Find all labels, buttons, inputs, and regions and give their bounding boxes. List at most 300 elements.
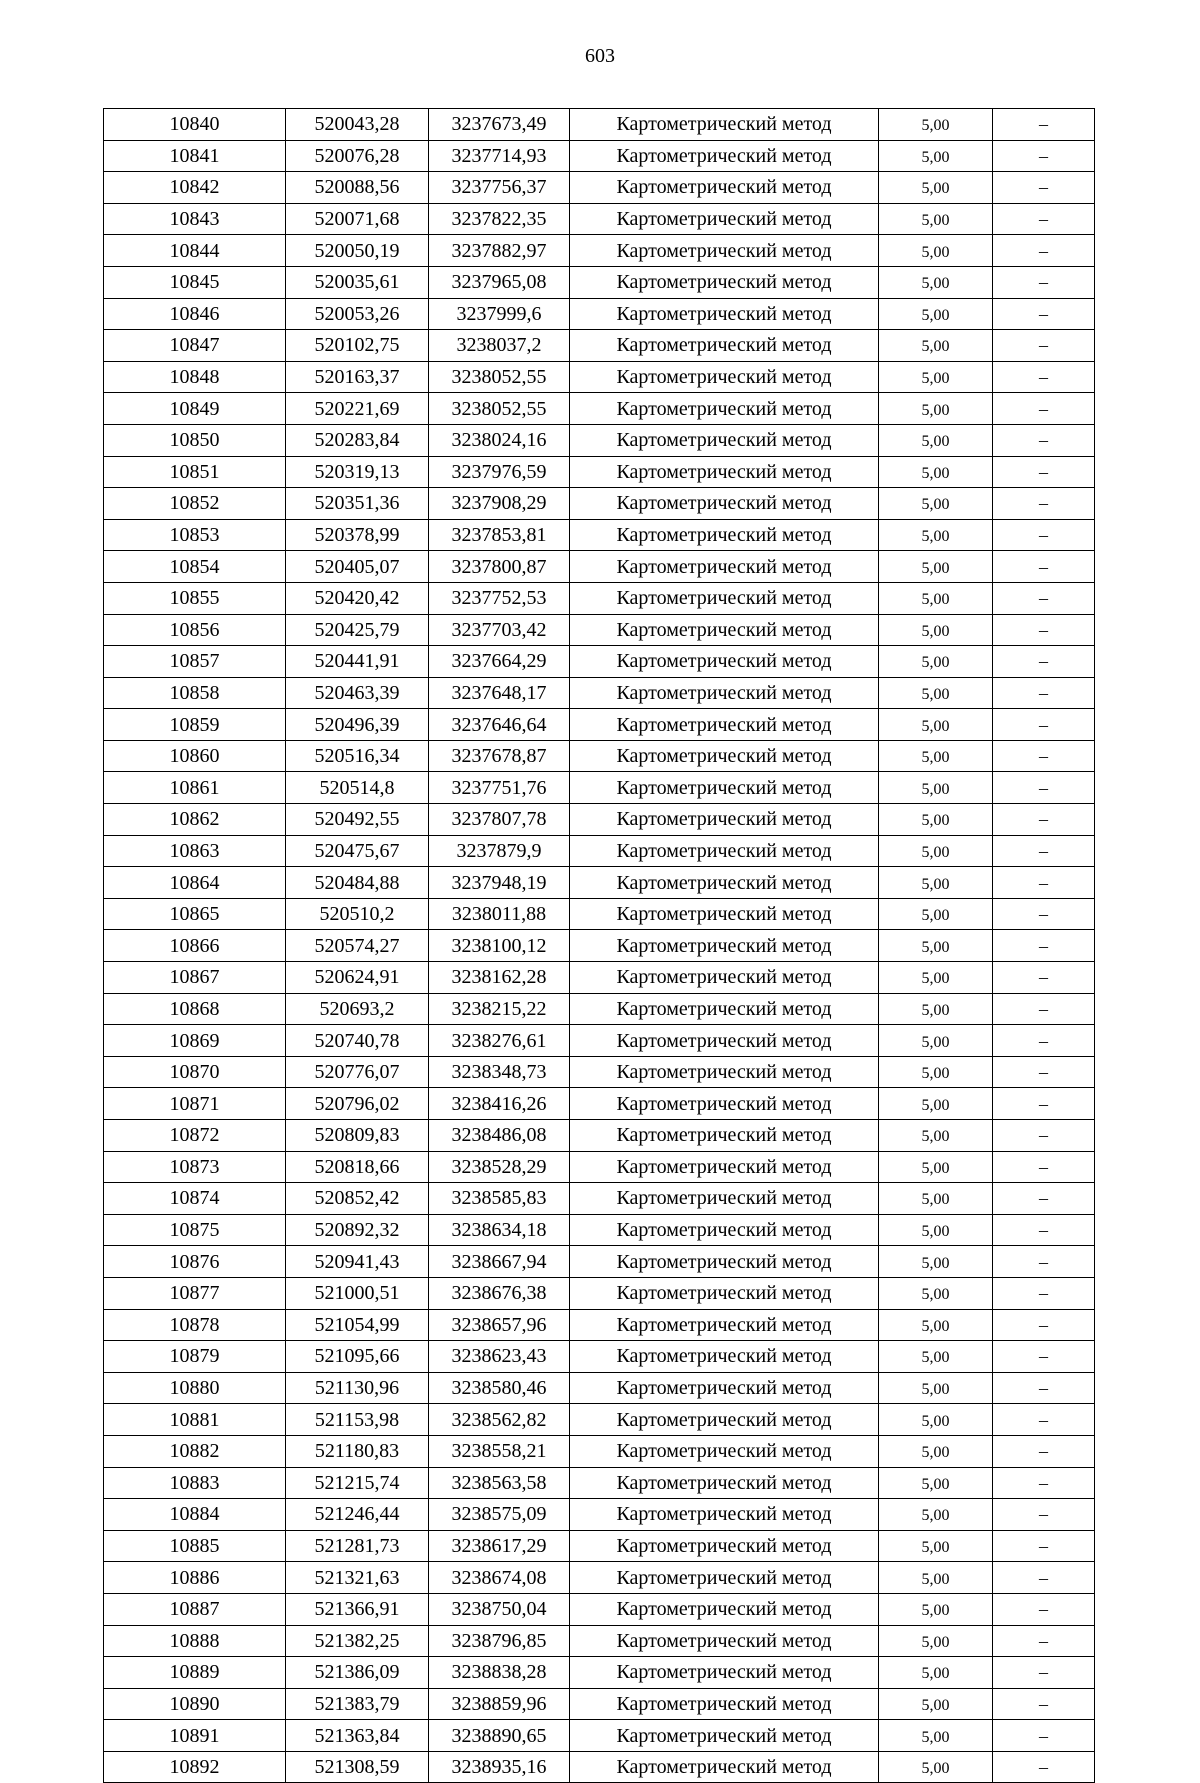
accuracy-cell: 5,00 bbox=[879, 235, 993, 267]
note-cell: – bbox=[993, 1688, 1095, 1720]
x-coordinate-cell: 521000,51 bbox=[286, 1277, 429, 1309]
note-cell: – bbox=[993, 1435, 1095, 1467]
y-coordinate-cell: 3238037,2 bbox=[429, 330, 570, 362]
note-cell: – bbox=[993, 1151, 1095, 1183]
table-row bbox=[104, 298, 1095, 330]
y-coordinate-cell: 3237648,17 bbox=[429, 677, 570, 709]
method-cell: Картометрический метод bbox=[570, 140, 879, 172]
accuracy-cell: 5,00 bbox=[879, 1277, 993, 1309]
y-coordinate-cell: 3237646,64 bbox=[429, 709, 570, 741]
y-coordinate-cell: 3238575,09 bbox=[429, 1499, 570, 1531]
table-row bbox=[104, 109, 1095, 141]
accuracy-cell: 5,00 bbox=[879, 614, 993, 646]
table-row bbox=[104, 1657, 1095, 1689]
accuracy-cell: 5,00 bbox=[879, 1435, 993, 1467]
accuracy-cell: 5,00 bbox=[879, 519, 993, 551]
table-row bbox=[104, 330, 1095, 362]
x-coordinate-cell: 521130,96 bbox=[286, 1372, 429, 1404]
table-row bbox=[104, 393, 1095, 425]
note-cell: – bbox=[993, 1593, 1095, 1625]
point-number-cell: 10868 bbox=[104, 993, 286, 1025]
point-number-cell: 10856 bbox=[104, 614, 286, 646]
note-cell: – bbox=[993, 993, 1095, 1025]
point-number-cell: 10864 bbox=[104, 867, 286, 899]
x-coordinate-cell: 520818,66 bbox=[286, 1151, 429, 1183]
y-coordinate-cell: 3237976,59 bbox=[429, 456, 570, 488]
method-cell: Картометрический метод bbox=[570, 1056, 879, 1088]
point-number-cell: 10846 bbox=[104, 298, 286, 330]
x-coordinate-cell: 521153,98 bbox=[286, 1404, 429, 1436]
method-cell: Картометрический метод bbox=[570, 646, 879, 678]
x-coordinate-cell: 520776,07 bbox=[286, 1056, 429, 1088]
note-cell: – bbox=[993, 1562, 1095, 1594]
note-cell: – bbox=[993, 1467, 1095, 1499]
accuracy-cell: 5,00 bbox=[879, 1246, 993, 1278]
note-cell: – bbox=[993, 835, 1095, 867]
table-row bbox=[104, 1530, 1095, 1562]
point-number-cell: 10859 bbox=[104, 709, 286, 741]
x-coordinate-cell: 520809,83 bbox=[286, 1120, 429, 1152]
y-coordinate-cell: 3237664,29 bbox=[429, 646, 570, 678]
accuracy-cell: 5,00 bbox=[879, 140, 993, 172]
x-coordinate-cell: 521281,73 bbox=[286, 1530, 429, 1562]
y-coordinate-cell: 3238100,12 bbox=[429, 930, 570, 962]
method-cell: Картометрический метод bbox=[570, 393, 879, 425]
method-cell: Картометрический метод bbox=[570, 1467, 879, 1499]
y-coordinate-cell: 3238486,08 bbox=[429, 1120, 570, 1152]
point-number-cell: 10879 bbox=[104, 1341, 286, 1373]
note-cell: – bbox=[993, 1530, 1095, 1562]
method-cell: Картометрический метод bbox=[570, 804, 879, 836]
y-coordinate-cell: 3238348,73 bbox=[429, 1056, 570, 1088]
accuracy-cell: 5,00 bbox=[879, 172, 993, 204]
table-row bbox=[104, 1341, 1095, 1373]
table-row bbox=[104, 1435, 1095, 1467]
y-coordinate-cell: 3238416,26 bbox=[429, 1088, 570, 1120]
table-row bbox=[104, 1625, 1095, 1657]
method-cell: Картометрический метод bbox=[570, 835, 879, 867]
x-coordinate-cell: 520035,61 bbox=[286, 266, 429, 298]
x-coordinate-cell: 520475,67 bbox=[286, 835, 429, 867]
x-coordinate-cell: 520852,42 bbox=[286, 1183, 429, 1215]
note-cell: – bbox=[993, 1372, 1095, 1404]
accuracy-cell: 5,00 bbox=[879, 1404, 993, 1436]
y-coordinate-cell: 3237714,93 bbox=[429, 140, 570, 172]
x-coordinate-cell: 520405,07 bbox=[286, 551, 429, 583]
method-cell: Картометрический метод bbox=[570, 772, 879, 804]
y-coordinate-cell: 3238011,88 bbox=[429, 898, 570, 930]
note-cell: – bbox=[993, 1309, 1095, 1341]
note-cell: – bbox=[993, 424, 1095, 456]
accuracy-cell: 5,00 bbox=[879, 1688, 993, 1720]
accuracy-cell: 5,00 bbox=[879, 898, 993, 930]
accuracy-cell: 5,00 bbox=[879, 962, 993, 994]
table-row bbox=[104, 266, 1095, 298]
method-cell: Картометрический метод bbox=[570, 709, 879, 741]
page-number: 603 bbox=[585, 45, 615, 67]
accuracy-cell: 5,00 bbox=[879, 1530, 993, 1562]
x-coordinate-cell: 520351,36 bbox=[286, 488, 429, 520]
point-number-cell: 10871 bbox=[104, 1088, 286, 1120]
table-row bbox=[104, 172, 1095, 204]
x-coordinate-cell: 520514,8 bbox=[286, 772, 429, 804]
x-coordinate-cell: 520492,55 bbox=[286, 804, 429, 836]
accuracy-cell: 5,00 bbox=[879, 1467, 993, 1499]
x-coordinate-cell: 520463,39 bbox=[286, 677, 429, 709]
method-cell: Картометрический метод bbox=[570, 1530, 879, 1562]
table-row bbox=[104, 203, 1095, 235]
table-row bbox=[104, 772, 1095, 804]
y-coordinate-cell: 3237948,19 bbox=[429, 867, 570, 899]
method-cell: Картометрический метод bbox=[570, 361, 879, 393]
point-number-cell: 10873 bbox=[104, 1151, 286, 1183]
accuracy-cell: 5,00 bbox=[879, 930, 993, 962]
note-cell: – bbox=[993, 1246, 1095, 1278]
note-cell: – bbox=[993, 740, 1095, 772]
note-cell: – bbox=[993, 1404, 1095, 1436]
x-coordinate-cell: 520102,75 bbox=[286, 330, 429, 362]
accuracy-cell: 5,00 bbox=[879, 646, 993, 678]
accuracy-cell: 5,00 bbox=[879, 677, 993, 709]
point-number-cell: 10892 bbox=[104, 1751, 286, 1783]
point-number-cell: 10874 bbox=[104, 1183, 286, 1215]
table-row bbox=[104, 1593, 1095, 1625]
point-number-cell: 10889 bbox=[104, 1657, 286, 1689]
y-coordinate-cell: 3238890,65 bbox=[429, 1720, 570, 1752]
point-number-cell: 10881 bbox=[104, 1404, 286, 1436]
x-coordinate-cell: 520088,56 bbox=[286, 172, 429, 204]
note-cell: – bbox=[993, 1056, 1095, 1088]
table-row bbox=[104, 835, 1095, 867]
note-cell: – bbox=[993, 456, 1095, 488]
y-coordinate-cell: 3237853,81 bbox=[429, 519, 570, 551]
point-number-cell: 10887 bbox=[104, 1593, 286, 1625]
note-cell: – bbox=[993, 804, 1095, 836]
x-coordinate-cell: 520425,79 bbox=[286, 614, 429, 646]
y-coordinate-cell: 3237800,87 bbox=[429, 551, 570, 583]
accuracy-cell: 5,00 bbox=[879, 772, 993, 804]
y-coordinate-cell: 3238667,94 bbox=[429, 1246, 570, 1278]
method-cell: Картометрический метод bbox=[570, 266, 879, 298]
x-coordinate-cell: 520892,32 bbox=[286, 1214, 429, 1246]
point-number-cell: 10842 bbox=[104, 172, 286, 204]
accuracy-cell: 5,00 bbox=[879, 993, 993, 1025]
y-coordinate-cell: 3238859,96 bbox=[429, 1688, 570, 1720]
method-cell: Картометрический метод bbox=[570, 1562, 879, 1594]
table-row bbox=[104, 488, 1095, 520]
note-cell: – bbox=[993, 614, 1095, 646]
x-coordinate-cell: 520076,28 bbox=[286, 140, 429, 172]
coordinates-table bbox=[103, 108, 1095, 1783]
accuracy-cell: 5,00 bbox=[879, 203, 993, 235]
accuracy-cell: 5,00 bbox=[879, 1562, 993, 1594]
x-coordinate-cell: 520163,37 bbox=[286, 361, 429, 393]
accuracy-cell: 5,00 bbox=[879, 867, 993, 899]
method-cell: Картометрический метод bbox=[570, 519, 879, 551]
accuracy-cell: 5,00 bbox=[879, 582, 993, 614]
note-cell: – bbox=[993, 1277, 1095, 1309]
point-number-cell: 10852 bbox=[104, 488, 286, 520]
note-cell: – bbox=[993, 1088, 1095, 1120]
y-coordinate-cell: 3238528,29 bbox=[429, 1151, 570, 1183]
point-number-cell: 10867 bbox=[104, 962, 286, 994]
method-cell: Картометрический метод bbox=[570, 962, 879, 994]
accuracy-cell: 5,00 bbox=[879, 709, 993, 741]
method-cell: Картометрический метод bbox=[570, 1657, 879, 1689]
method-cell: Картометрический метод bbox=[570, 582, 879, 614]
method-cell: Картометрический метод bbox=[570, 109, 879, 141]
accuracy-cell: 5,00 bbox=[879, 1625, 993, 1657]
x-coordinate-cell: 520516,34 bbox=[286, 740, 429, 772]
y-coordinate-cell: 3238634,18 bbox=[429, 1214, 570, 1246]
note-cell: – bbox=[993, 962, 1095, 994]
method-cell: Картометрический метод bbox=[570, 1625, 879, 1657]
method-cell: Картометрический метод bbox=[570, 1277, 879, 1309]
y-coordinate-cell: 3238276,61 bbox=[429, 1025, 570, 1057]
table-row bbox=[104, 709, 1095, 741]
accuracy-cell: 5,00 bbox=[879, 456, 993, 488]
table-row bbox=[104, 1404, 1095, 1436]
note-cell: – bbox=[993, 172, 1095, 204]
y-coordinate-cell: 3238796,85 bbox=[429, 1625, 570, 1657]
x-coordinate-cell: 521321,63 bbox=[286, 1562, 429, 1594]
x-coordinate-cell: 520420,42 bbox=[286, 582, 429, 614]
method-cell: Картометрический метод bbox=[570, 1151, 879, 1183]
x-coordinate-cell: 520496,39 bbox=[286, 709, 429, 741]
y-coordinate-cell: 3237678,87 bbox=[429, 740, 570, 772]
point-number-cell: 10878 bbox=[104, 1309, 286, 1341]
note-cell: – bbox=[993, 235, 1095, 267]
table-row bbox=[104, 993, 1095, 1025]
point-number-cell: 10848 bbox=[104, 361, 286, 393]
point-number-cell: 10847 bbox=[104, 330, 286, 362]
point-number-cell: 10858 bbox=[104, 677, 286, 709]
x-coordinate-cell: 520624,91 bbox=[286, 962, 429, 994]
method-cell: Картометрический метод bbox=[570, 456, 879, 488]
x-coordinate-cell: 521246,44 bbox=[286, 1499, 429, 1531]
accuracy-cell: 5,00 bbox=[879, 1720, 993, 1752]
table-row bbox=[104, 1120, 1095, 1152]
x-coordinate-cell: 520071,68 bbox=[286, 203, 429, 235]
note-cell: – bbox=[993, 1025, 1095, 1057]
point-number-cell: 10872 bbox=[104, 1120, 286, 1152]
y-coordinate-cell: 3238580,46 bbox=[429, 1372, 570, 1404]
note-cell: – bbox=[993, 1751, 1095, 1783]
x-coordinate-cell: 520510,2 bbox=[286, 898, 429, 930]
accuracy-cell: 5,00 bbox=[879, 1341, 993, 1373]
method-cell: Картометрический метод bbox=[570, 330, 879, 362]
accuracy-cell: 5,00 bbox=[879, 424, 993, 456]
point-number-cell: 10841 bbox=[104, 140, 286, 172]
point-number-cell: 10843 bbox=[104, 203, 286, 235]
method-cell: Картометрический метод bbox=[570, 1593, 879, 1625]
note-cell: – bbox=[993, 266, 1095, 298]
table-row bbox=[104, 1467, 1095, 1499]
accuracy-cell: 5,00 bbox=[879, 109, 993, 141]
accuracy-cell: 5,00 bbox=[879, 330, 993, 362]
note-cell: – bbox=[993, 1625, 1095, 1657]
x-coordinate-cell: 520319,13 bbox=[286, 456, 429, 488]
x-coordinate-cell: 520441,91 bbox=[286, 646, 429, 678]
y-coordinate-cell: 3238585,83 bbox=[429, 1183, 570, 1215]
method-cell: Картометрический метод bbox=[570, 993, 879, 1025]
note-cell: – bbox=[993, 298, 1095, 330]
note-cell: – bbox=[993, 646, 1095, 678]
point-number-cell: 10855 bbox=[104, 582, 286, 614]
note-cell: – bbox=[993, 1720, 1095, 1752]
table-row bbox=[104, 740, 1095, 772]
accuracy-cell: 5,00 bbox=[879, 361, 993, 393]
note-cell: – bbox=[993, 677, 1095, 709]
method-cell: Картометрический метод bbox=[570, 1341, 879, 1373]
note-cell: – bbox=[993, 551, 1095, 583]
method-cell: Картометрический метод bbox=[570, 1688, 879, 1720]
note-cell: – bbox=[993, 1183, 1095, 1215]
y-coordinate-cell: 3238657,96 bbox=[429, 1309, 570, 1341]
note-cell: – bbox=[993, 1657, 1095, 1689]
table-row bbox=[104, 1751, 1095, 1783]
accuracy-cell: 5,00 bbox=[879, 740, 993, 772]
y-coordinate-cell: 3238676,38 bbox=[429, 1277, 570, 1309]
point-number-cell: 10850 bbox=[104, 424, 286, 456]
y-coordinate-cell: 3237965,08 bbox=[429, 266, 570, 298]
point-number-cell: 10866 bbox=[104, 930, 286, 962]
table-row bbox=[104, 424, 1095, 456]
x-coordinate-cell: 520050,19 bbox=[286, 235, 429, 267]
note-cell: – bbox=[993, 140, 1095, 172]
point-number-cell: 10862 bbox=[104, 804, 286, 836]
table-row bbox=[104, 898, 1095, 930]
method-cell: Картометрический метод bbox=[570, 1309, 879, 1341]
point-number-cell: 10884 bbox=[104, 1499, 286, 1531]
table-row bbox=[104, 1499, 1095, 1531]
x-coordinate-cell: 520484,88 bbox=[286, 867, 429, 899]
point-number-cell: 10875 bbox=[104, 1214, 286, 1246]
point-number-cell: 10883 bbox=[104, 1467, 286, 1499]
table-row bbox=[104, 1183, 1095, 1215]
x-coordinate-cell: 520941,43 bbox=[286, 1246, 429, 1278]
table-row bbox=[104, 140, 1095, 172]
x-coordinate-cell: 521363,84 bbox=[286, 1720, 429, 1752]
y-coordinate-cell: 3238750,04 bbox=[429, 1593, 570, 1625]
y-coordinate-cell: 3237908,29 bbox=[429, 488, 570, 520]
method-cell: Картометрический метод bbox=[570, 1120, 879, 1152]
method-cell: Картометрический метод bbox=[570, 677, 879, 709]
method-cell: Картометрический метод bbox=[570, 1404, 879, 1436]
method-cell: Картометрический метод bbox=[570, 235, 879, 267]
y-coordinate-cell: 3237751,76 bbox=[429, 772, 570, 804]
x-coordinate-cell: 520378,99 bbox=[286, 519, 429, 551]
y-coordinate-cell: 3238563,58 bbox=[429, 1467, 570, 1499]
note-cell: – bbox=[993, 582, 1095, 614]
note-cell: – bbox=[993, 109, 1095, 141]
note-cell: – bbox=[993, 1214, 1095, 1246]
x-coordinate-cell: 521366,91 bbox=[286, 1593, 429, 1625]
table-row bbox=[104, 1720, 1095, 1752]
x-coordinate-cell: 520740,78 bbox=[286, 1025, 429, 1057]
table-row bbox=[104, 582, 1095, 614]
y-coordinate-cell: 3238558,21 bbox=[429, 1435, 570, 1467]
note-cell: – bbox=[993, 519, 1095, 551]
note-cell: – bbox=[993, 709, 1095, 741]
y-coordinate-cell: 3237879,9 bbox=[429, 835, 570, 867]
table-row bbox=[104, 1151, 1095, 1183]
y-coordinate-cell: 3238674,08 bbox=[429, 1562, 570, 1594]
point-number-cell: 10854 bbox=[104, 551, 286, 583]
table-row bbox=[104, 646, 1095, 678]
table-row bbox=[104, 930, 1095, 962]
table-row bbox=[104, 1688, 1095, 1720]
method-cell: Картометрический метод bbox=[570, 1720, 879, 1752]
accuracy-cell: 5,00 bbox=[879, 393, 993, 425]
point-number-cell: 10869 bbox=[104, 1025, 286, 1057]
method-cell: Картометрический метод bbox=[570, 424, 879, 456]
point-number-cell: 10870 bbox=[104, 1056, 286, 1088]
accuracy-cell: 5,00 bbox=[879, 1309, 993, 1341]
note-cell: – bbox=[993, 867, 1095, 899]
x-coordinate-cell: 521382,25 bbox=[286, 1625, 429, 1657]
point-number-cell: 10891 bbox=[104, 1720, 286, 1752]
accuracy-cell: 5,00 bbox=[879, 804, 993, 836]
y-coordinate-cell: 3238617,29 bbox=[429, 1530, 570, 1562]
table-row bbox=[104, 551, 1095, 583]
method-cell: Картометрический метод bbox=[570, 172, 879, 204]
table-row bbox=[104, 1214, 1095, 1246]
accuracy-cell: 5,00 bbox=[879, 1214, 993, 1246]
method-cell: Картометрический метод bbox=[570, 1088, 879, 1120]
accuracy-cell: 5,00 bbox=[879, 1593, 993, 1625]
point-number-cell: 10860 bbox=[104, 740, 286, 772]
accuracy-cell: 5,00 bbox=[879, 1088, 993, 1120]
accuracy-cell: 5,00 bbox=[879, 1120, 993, 1152]
y-coordinate-cell: 3237882,97 bbox=[429, 235, 570, 267]
y-coordinate-cell: 3237756,37 bbox=[429, 172, 570, 204]
x-coordinate-cell: 521180,83 bbox=[286, 1435, 429, 1467]
y-coordinate-cell: 3238215,22 bbox=[429, 993, 570, 1025]
table-row bbox=[104, 1309, 1095, 1341]
method-cell: Картометрический метод bbox=[570, 203, 879, 235]
table-row bbox=[104, 361, 1095, 393]
point-number-cell: 10863 bbox=[104, 835, 286, 867]
method-cell: Картометрический метод bbox=[570, 740, 879, 772]
accuracy-cell: 5,00 bbox=[879, 298, 993, 330]
method-cell: Картометрический метод bbox=[570, 1435, 879, 1467]
table-row bbox=[104, 1246, 1095, 1278]
x-coordinate-cell: 521054,99 bbox=[286, 1309, 429, 1341]
x-coordinate-cell: 521308,59 bbox=[286, 1751, 429, 1783]
point-number-cell: 10857 bbox=[104, 646, 286, 678]
method-cell: Картометрический метод bbox=[570, 898, 879, 930]
y-coordinate-cell: 3238838,28 bbox=[429, 1657, 570, 1689]
point-number-cell: 10865 bbox=[104, 898, 286, 930]
method-cell: Картометрический метод bbox=[570, 614, 879, 646]
point-number-cell: 10849 bbox=[104, 393, 286, 425]
x-coordinate-cell: 520043,28 bbox=[286, 109, 429, 141]
note-cell: – bbox=[993, 1120, 1095, 1152]
accuracy-cell: 5,00 bbox=[879, 1151, 993, 1183]
x-coordinate-cell: 521383,79 bbox=[286, 1688, 429, 1720]
method-cell: Картометрический метод bbox=[570, 1751, 879, 1783]
table-row bbox=[104, 614, 1095, 646]
x-coordinate-cell: 520574,27 bbox=[286, 930, 429, 962]
method-cell: Картометрический метод bbox=[570, 1183, 879, 1215]
y-coordinate-cell: 3238162,28 bbox=[429, 962, 570, 994]
point-number-cell: 10840 bbox=[104, 109, 286, 141]
method-cell: Картометрический метод bbox=[570, 1499, 879, 1531]
accuracy-cell: 5,00 bbox=[879, 1372, 993, 1404]
note-cell: – bbox=[993, 930, 1095, 962]
method-cell: Картометрический метод bbox=[570, 1246, 879, 1278]
